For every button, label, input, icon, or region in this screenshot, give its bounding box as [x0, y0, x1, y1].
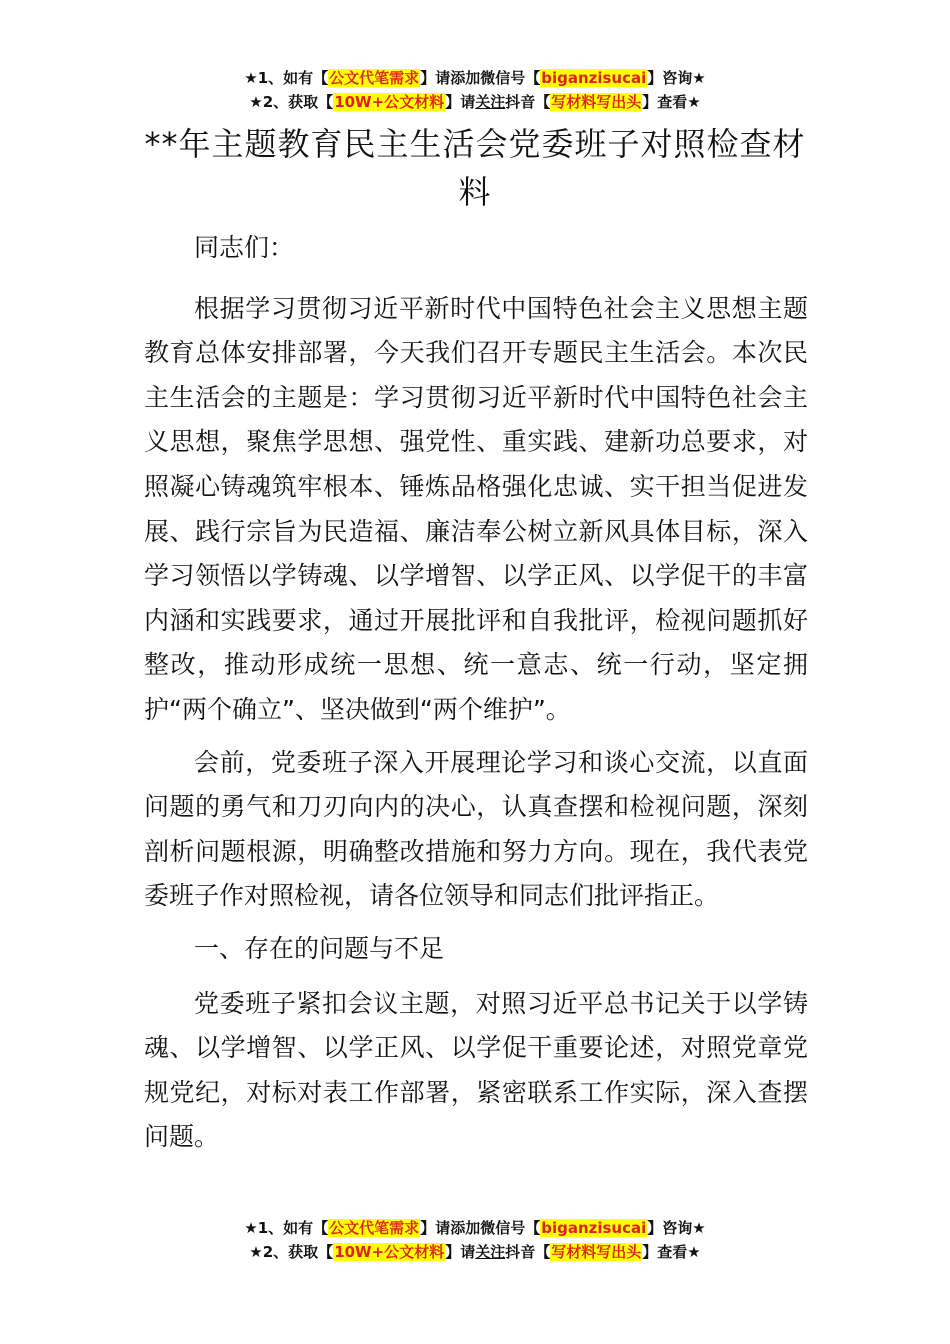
paragraph-problems: 党委班子紧扣会议主题，对照习近平总书记关于以学铸魂、以学增智、以学正风、以学促干重要论述，对照党章党规党纪，对标对表工作部署，紧密联系工作实际，深入查摆问题。	[144, 988, 808, 1152]
banner-line-2: ★2、获取【10W+公文材料】请关注抖音【写材料写出头】查看★	[249, 93, 701, 111]
banner-line-1: ★1、如有【公文代笔需求】请添加微信号【biganzisucai】咨询★	[244, 69, 706, 87]
salutation: 同志们：	[194, 233, 295, 262]
banner-highlight: 公文代笔需求	[329, 1219, 420, 1237]
banner-highlight: 10W+公文材料	[334, 1243, 445, 1261]
banner-wechat-id: biganzisucai	[541, 1219, 647, 1237]
banner-underline: 关注	[475, 1243, 506, 1261]
banner-line-1: ★1、如有【公文代笔需求】请添加微信号【biganzisucai】咨询★	[244, 1219, 706, 1237]
banner-wechat-id: biganzisucai	[541, 69, 647, 87]
banner-douyin-id: 写材料写出头	[551, 93, 642, 111]
banner-highlight: 公文代笔需求	[329, 69, 420, 87]
banner-line-2: ★2、获取【10W+公文材料】请关注抖音【写材料写出头】查看★	[249, 1243, 701, 1261]
banner-underline: 关注	[475, 93, 506, 111]
banner-highlight: 10W+公文材料	[334, 93, 445, 111]
document-body	[144, 226, 808, 1168]
header-banner	[0, 66, 950, 114]
paragraph-intro: 根据学习贯彻习近平新时代中国特色社会主义思想主题教育总体安排部署，今天我们召开专题民主生活会。本次民主生活会的主题是：学习贯彻习近平新时代中国特色社会主义思想，聚焦学思想、强党性、重实践、建新功总要求，对照凝心铸魂筑牢根本、锤炼品格强化忠诚、实干担当促进发展、践行宗旨为民造福、廉洁奉公树立新风具体目标，深入学习领悟以学铸魂、以学增智、以学正风、以学促干的丰富内涵和实践要求，通过开展批评和自我批评，检视问题抓好整改，推动形成统一思想、统一意志、统一行动，坚定拥护“两个确立”、坚决做到“两个维护”。	[144, 293, 808, 724]
banner-douyin-id: 写材料写出头	[551, 1243, 642, 1261]
paragraph-preparation: 会前，党委班子深入开展理论学习和谈心交流，以直面问题的勇气和刀刃向内的决心，认真查摆和检视问题，深刻剖析问题根源，明确整改措施和努力方向。现在，我代表党委班子作对照检视，请各位领导和同志们批评指正。	[144, 747, 808, 911]
section-heading-problems: 一、存在的问题与不足	[194, 933, 445, 963]
footer-banner	[0, 1216, 950, 1264]
document-title: **年主题教育民主生活会党委班子对照检查材料	[144, 125, 806, 211]
